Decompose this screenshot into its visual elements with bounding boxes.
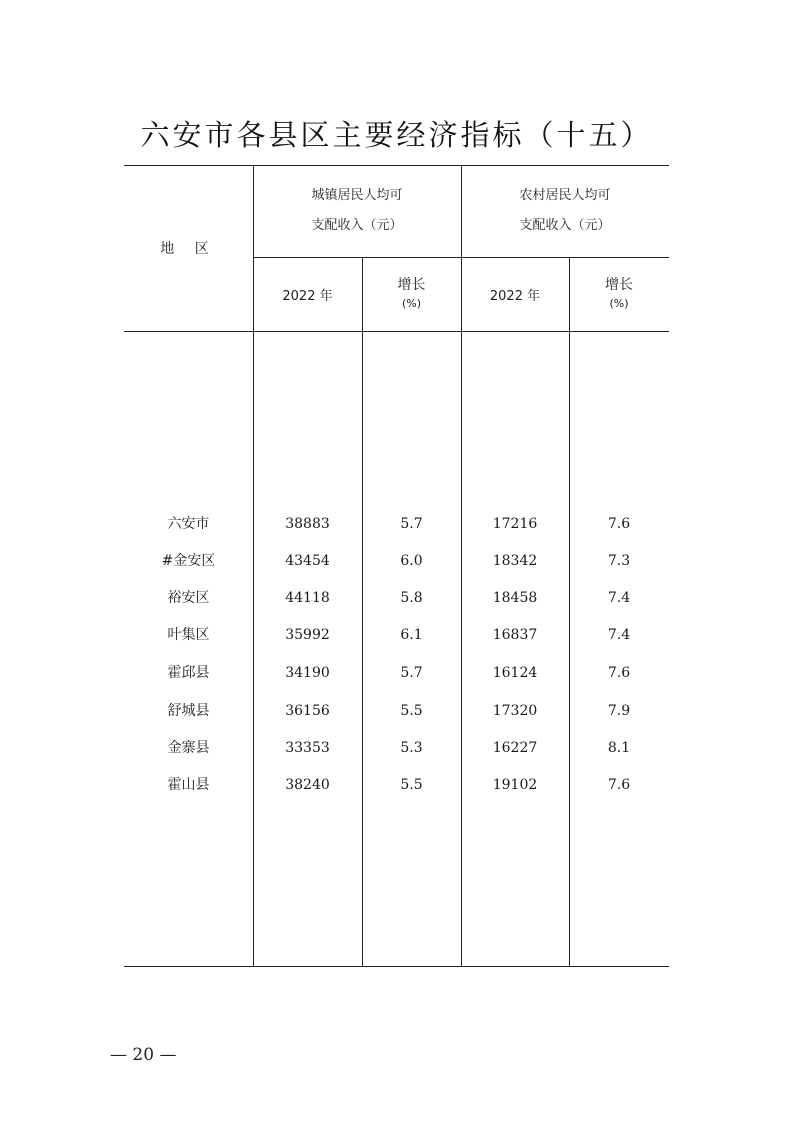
cell-urban-growth: 5.3 [400, 740, 423, 756]
cell-rural: 18458 [492, 590, 538, 606]
header-urban-income [253, 165, 461, 257]
header-rural-line2: 支配收入（元） [519, 218, 611, 233]
table-row [124, 730, 669, 767]
cell-rural-growth: 7.9 [607, 703, 631, 719]
cell-region: 霍邱县 [167, 665, 210, 681]
cell-rural: 18342 [492, 553, 538, 569]
page-title: 六安市各县区主要经济指标（十五） [140, 118, 653, 152]
cell-rural: 17320 [492, 703, 538, 719]
cell-region: 叶集区 [167, 627, 210, 643]
cell-urban-growth: 5.8 [400, 590, 423, 606]
cell-rural: 16227 [492, 740, 538, 756]
cell-urban: 38240 [285, 777, 330, 793]
cell-urban: 38883 [285, 516, 330, 532]
cell-urban: 35992 [285, 627, 330, 643]
cell-region: #金安区 [161, 553, 216, 569]
header-rural-growth [569, 257, 669, 331]
header-urban-year: 2022 年 [282, 288, 333, 304]
cell-rural: 16124 [492, 665, 538, 681]
cell-region: 金寨县 [167, 740, 210, 756]
cell-urban: 33353 [285, 740, 330, 756]
cell-urban-growth: 5.5 [400, 703, 423, 719]
cell-rural-growth: 8.1 [607, 740, 631, 756]
cell-urban-growth: 5.7 [400, 665, 423, 681]
table-row [124, 617, 669, 654]
header-rural-growth-label: 增长 [605, 277, 633, 293]
cell-rural: 16837 [492, 627, 538, 643]
cell-rural: 17216 [492, 516, 538, 532]
header-urban-growth-unit: (%) [401, 297, 422, 310]
cell-region: 裕安区 [167, 590, 210, 606]
cell-urban-growth: 6.1 [400, 627, 423, 643]
table-row [124, 580, 669, 617]
table-row [124, 655, 669, 692]
header-rural-line1: 农村居民人均可 [519, 188, 611, 203]
cell-rural: 19102 [492, 777, 538, 793]
cell-urban-growth: 5.5 [400, 777, 423, 793]
cell-rural-growth: 7.4 [607, 627, 631, 643]
cell-rural-growth: 7.6 [607, 665, 631, 681]
cell-region: 舒城县 [167, 703, 210, 719]
cell-urban: 43454 [285, 553, 330, 569]
header-bottom-rule [124, 331, 669, 332]
cell-region: 霍山县 [167, 777, 210, 793]
table-row [124, 543, 669, 580]
cell-rural-growth: 7.6 [607, 777, 631, 793]
cell-urban: 44118 [285, 590, 330, 606]
cell-urban: 36156 [285, 703, 330, 719]
header-urban-line2: 支配收入（元） [311, 218, 403, 233]
cell-urban-growth: 5.7 [400, 516, 423, 532]
table-row [124, 506, 669, 543]
cell-urban-growth: 6.0 [400, 553, 423, 569]
cell-urban: 34190 [285, 665, 330, 681]
cell-region: 六安市 [167, 516, 210, 532]
page-number: — 20 — [110, 1045, 177, 1065]
table-bottom-rule [124, 966, 669, 967]
cell-rural-growth: 7.6 [607, 516, 631, 532]
cell-rural-growth: 7.3 [607, 553, 631, 569]
header-urban-growth-label: 增长 [397, 277, 426, 293]
header-urban-line1: 城镇居民人均可 [311, 188, 403, 203]
cell-rural-growth: 7.4 [607, 590, 631, 606]
header-rural-year: 2022 年 [489, 288, 541, 304]
header-rural-growth-unit: (%) [609, 297, 629, 310]
header-urban-growth [362, 257, 461, 331]
header-region: 地 区 [160, 241, 217, 257]
table-row [124, 767, 669, 804]
table-row [124, 693, 669, 730]
header-rural-income [461, 165, 669, 257]
